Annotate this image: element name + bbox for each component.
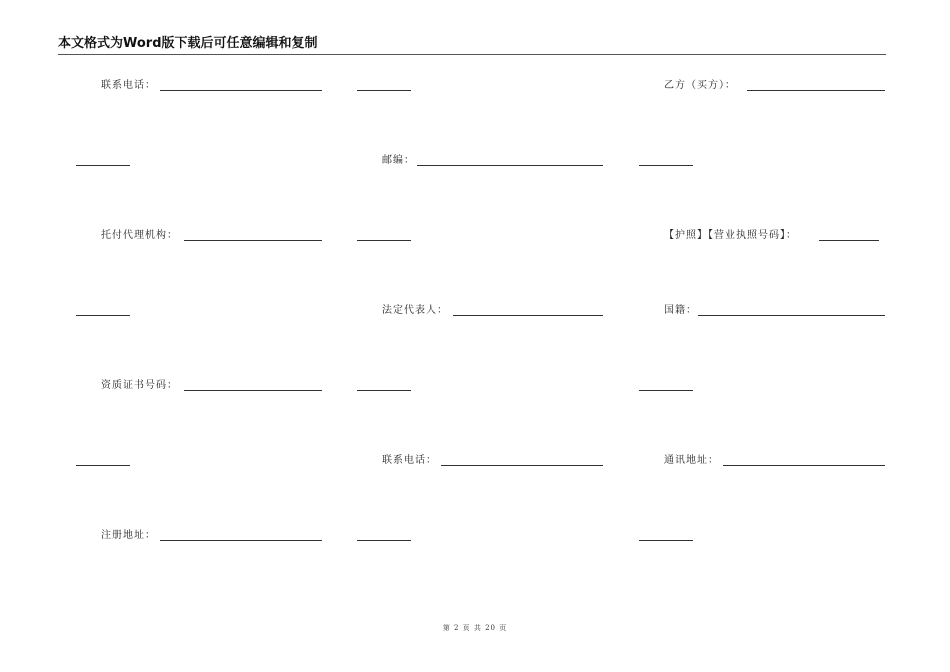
consign-agent-blank[interactable]: [184, 240, 322, 241]
mailing-address-blank[interactable]: [723, 465, 885, 466]
blank-line[interactable]: [76, 315, 130, 316]
postcode-label: 邮编：: [382, 155, 415, 166]
blank-line[interactable]: [76, 165, 130, 166]
blank-line[interactable]: [357, 90, 411, 91]
nationality-label: 国籍：: [664, 305, 697, 316]
contact-phone-label-2: 联系电话：: [382, 455, 437, 466]
header-title: 本文格式为Word版下载后可任意编辑和复制: [58, 36, 318, 51]
page-number: 第 2 页 共 20 页: [442, 624, 508, 632]
nationality-blank[interactable]: [698, 315, 885, 316]
mailing-address-label: 通讯地址：: [664, 455, 719, 466]
consign-agent-label: 托付代理机构：: [101, 230, 178, 241]
passport-license-label: 【护照】【营业执照号码】：: [664, 230, 797, 241]
legal-rep-blank[interactable]: [453, 315, 603, 316]
blank-line[interactable]: [76, 465, 130, 466]
blank-line[interactable]: [357, 540, 411, 541]
contact-phone-blank-2[interactable]: [441, 465, 603, 466]
contact-phone-label-1: 联系电话：: [101, 80, 156, 91]
blank-line[interactable]: [357, 240, 411, 241]
postcode-blank[interactable]: [417, 165, 603, 166]
qualification-no-blank[interactable]: [184, 390, 322, 391]
blank-line[interactable]: [639, 390, 693, 391]
blank-line[interactable]: [357, 390, 411, 391]
qualification-no-label: 资质证书号码：: [101, 380, 178, 391]
passport-license-blank[interactable]: [819, 240, 879, 241]
registered-address-blank[interactable]: [160, 540, 322, 541]
blank-line[interactable]: [639, 165, 693, 166]
contact-phone-blank-1[interactable]: [160, 90, 322, 91]
registered-address-label: 注册地址：: [101, 530, 156, 541]
page-header: [58, 36, 886, 55]
party-b-label: 乙方（买方）：: [664, 80, 736, 91]
blank-line[interactable]: [639, 540, 693, 541]
legal-rep-label: 法定代表人：: [382, 305, 448, 316]
party-b-blank[interactable]: [747, 90, 885, 91]
